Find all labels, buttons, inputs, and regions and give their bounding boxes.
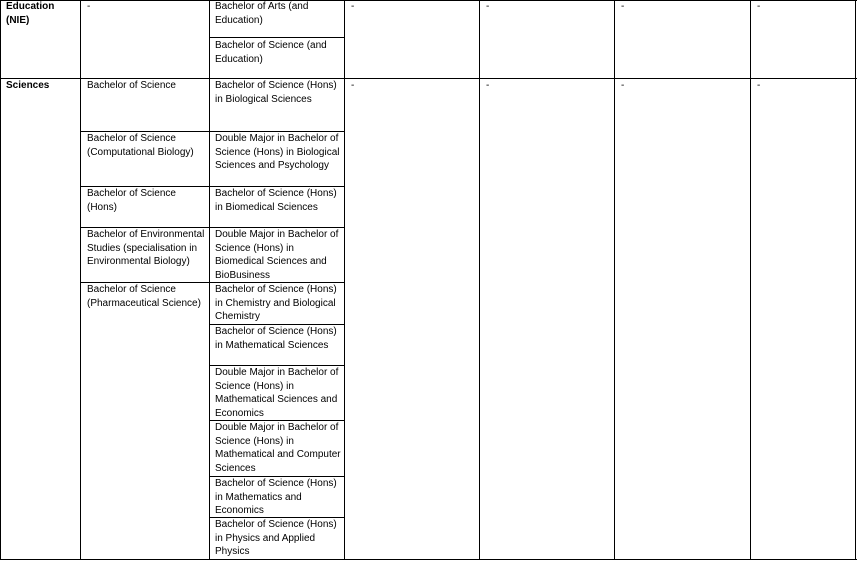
column-divider [855, 0, 856, 560]
degree-cell: Bachelor of Science (Computational Biology) [87, 133, 194, 158]
programme-cell: Bachelor of Arts (and Education) [215, 1, 309, 26]
degree-cell: Bachelor of Science (Hons) [87, 188, 176, 213]
table-cell: - [486, 1, 490, 12]
table-cell: - [351, 80, 355, 91]
table-cell: - [351, 1, 355, 12]
degree-cell: Bachelor of Science (Pharmaceutical Science) [87, 284, 201, 309]
programme-cell: Bachelor of Science (and Education) [215, 40, 327, 65]
programme-cell: Bachelor of Science (Hons) in Mathematics and Economics [215, 478, 337, 516]
programme-cell: Double Major in Bachelor of Science (Hons) in Biomedical Sciences and BioBusiness [215, 229, 339, 281]
programme-cell: Bachelor of Science (Hons) in Physics and Applied Physics [215, 519, 337, 557]
faculty-cell: Sciences [6, 80, 50, 91]
table-cell: - [486, 80, 490, 91]
programme-cell: Double Major in Bachelor of Science (Hons) in Biological Sciences and Psychology [215, 133, 340, 171]
programme-cell: Double Major in Bachelor of Science (Hons) in Mathematical and Computer Sciences [215, 422, 341, 474]
programme-cell: Bachelor of Science (Hons) in Mathematical Sciences [215, 326, 337, 351]
column-divider [80, 0, 81, 560]
column-divider [479, 0, 480, 560]
table-border-bottom [0, 559, 857, 560]
table-cell: - [757, 80, 761, 91]
degree-cell: Bachelor of Environmental Studies (specialisation in Environmental Biology) [87, 229, 205, 267]
faculty-cell: Education (NIE) [6, 1, 55, 26]
programme-cell: Bachelor of Science (Hons) in Chemistry and Biological Chemistry [215, 284, 337, 322]
column-divider [614, 0, 615, 560]
table-cell: - [87, 1, 91, 12]
table-cell: - [621, 1, 625, 12]
table-cell: - [621, 80, 625, 91]
degree-cell: Bachelor of Science [87, 80, 176, 91]
table-cell: - [757, 1, 761, 12]
programme-cell: Double Major in Bachelor of Science (Hons) in Mathematical Sciences and Economics [215, 367, 339, 419]
cell-divider [209, 37, 345, 38]
programme-cell: Bachelor of Science (Hons) in Biomedical Sciences [215, 188, 337, 213]
column-divider [750, 0, 751, 560]
programme-cell: Bachelor of Science (Hons) in Biological Sciences [215, 80, 337, 105]
column-divider [0, 0, 1, 560]
